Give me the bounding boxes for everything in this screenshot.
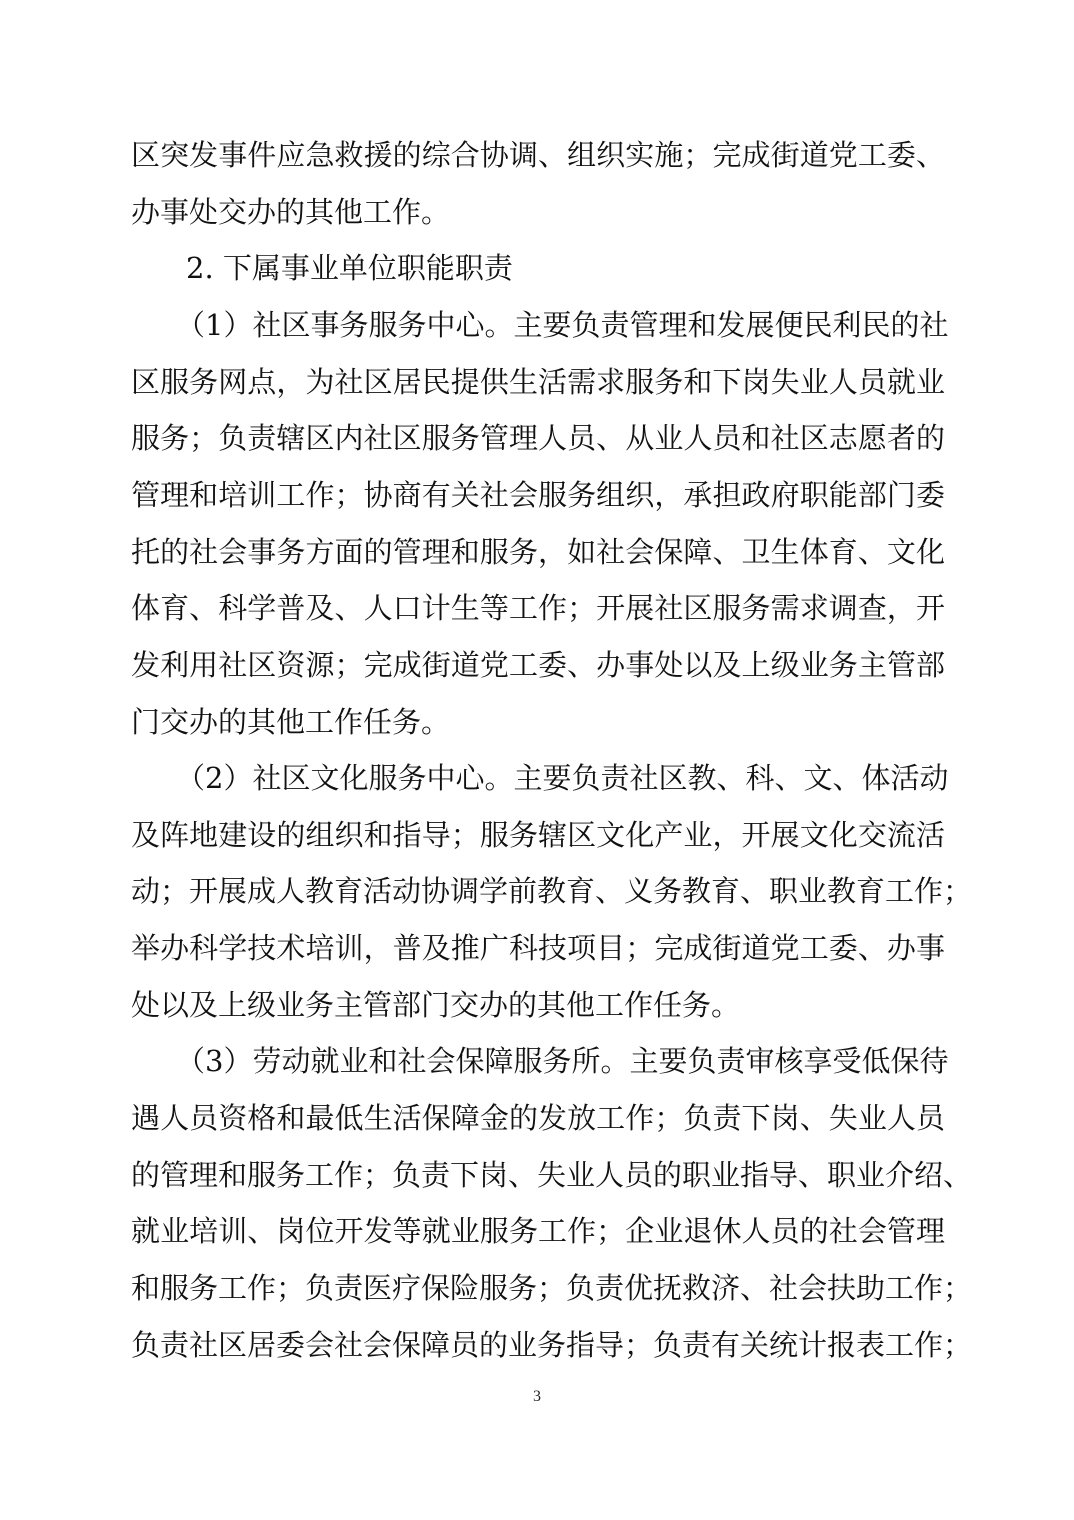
text-line: 办事处交办的其他工作。 [131,194,451,229]
text-line: （2）社区文化服务中心。主要负责社区教、科、文、体活动 [176,761,949,796]
page-number: 3 [533,1388,541,1405]
text-line: 发利用社区资源；完成街道党工委、办事处以及上级业务主管部 [131,647,945,682]
text-line: 区突发事件应急救援的综合协调、组织实施；完成街道党工委、 [131,138,945,172]
text-line: 处以及上级业务主管部门交办的其他工作任务。 [131,987,741,1022]
text-line: 2. 下属事业单位职能职责 [186,251,513,286]
text-line: 举办科学技术培训，普及推广科技项目；完成街道党工委、办事 [131,931,945,966]
text-line: 遇人员资格和最低生活保障金的发放工作；负责下岗、失业人员 [131,1101,945,1136]
text-line: 体育、科学普及、人口计生等工作；开展社区服务需求调查，开 [131,591,945,626]
text-line: （3）劳动就业和社会保障服务所。主要负责审核享受低保待 [176,1044,949,1079]
text-line: 区服务网点，为社区居民提供生活需求服务和下岗失业人员就业 [131,364,945,399]
text-line: 服务；负责辖区内社区服务管理人员、从业人员和社区志愿者的 [131,421,945,456]
text-line: 门交办的其他工作任务。 [131,704,451,739]
text-line: 动；开展成人教育活动协调学前教育、义务教育、职业教育工作； [131,874,973,909]
text-line: 负责社区居委会社会保障员的业务指导；负责有关统计报表工作； [131,1327,973,1362]
text-line: 就业培训、岗位开发等就业服务工作；企业退休人员的社会管理 [131,1214,945,1249]
text-line: 管理和培训工作；协商有关社会服务组织，承担政府职能部门委 [131,477,945,512]
text-line: （1）社区事务服务中心。主要负责管理和发展便民利民的社 [176,307,949,342]
text-line: 托的社会事务方面的管理和服务，如社会保障、卫生体育、文化 [131,534,945,569]
text-line: 和服务工作；负责医疗保险服务；负责优抚救济、社会扶助工作； [131,1271,973,1305]
text-line: 及阵地建设的组织和指导；服务辖区文化产业，开展文化交流活 [131,817,945,852]
text-line: 的管理和服务工作；负责下岗、失业人员的职业指导、职业介绍、 [131,1157,973,1192]
